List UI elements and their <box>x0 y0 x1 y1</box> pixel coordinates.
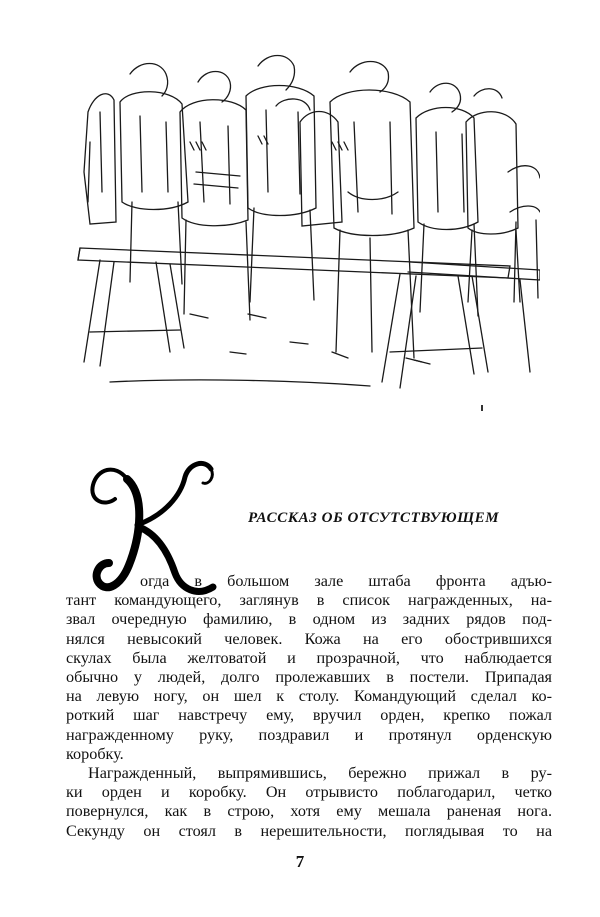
text-line: награжденному руку, поздравил и протянул орденскую <box>66 725 552 744</box>
text-line: нялся невысокий человек. Кожа на его обострившихся <box>66 629 552 648</box>
page-number: 7 <box>295 852 305 871</box>
text-line: на левую ногу, он шел к столу. Командующий сделал ко- <box>66 687 552 706</box>
paragraph-1 <box>66 572 552 764</box>
text-line: роткий шаг навстречу ему, вручил орден, крепко пожал <box>66 706 552 725</box>
soldiers-at-bench-illustration <box>70 52 540 392</box>
text-line: Секунду он стоял в нерешительности, поглядывая то на <box>66 821 552 840</box>
text-line: повернулся, как в строю, хотя ему мешала раненая нога. <box>66 802 552 821</box>
text-line: ки орден и коробку. Он отрывисто поблагодарил, четко <box>66 783 552 802</box>
text-line: огда в большом зале штаба фронта адъю- <box>140 572 552 590</box>
paragraph-2 <box>66 764 552 841</box>
text-line: коробку. <box>66 744 124 763</box>
text-line: Награжденный, выпрямившись, бережно прижал в ру- <box>88 764 552 782</box>
story-heading: РАССКАЗ ОБ ОТСУТСТВУЮЩЕМ <box>248 510 500 526</box>
print-mark <box>481 405 483 411</box>
text-line: тант командующего, заглянув в список награжденных, на- <box>66 591 552 610</box>
text-line: обычно у людей, долго пролежавших в постели. Припадая <box>66 667 552 686</box>
text-line: скулах была желтоватой и прозрачной, что наблюдается <box>66 648 552 667</box>
text-line: звал очередную фамилию, в одном из задних рядов под- <box>66 610 552 629</box>
